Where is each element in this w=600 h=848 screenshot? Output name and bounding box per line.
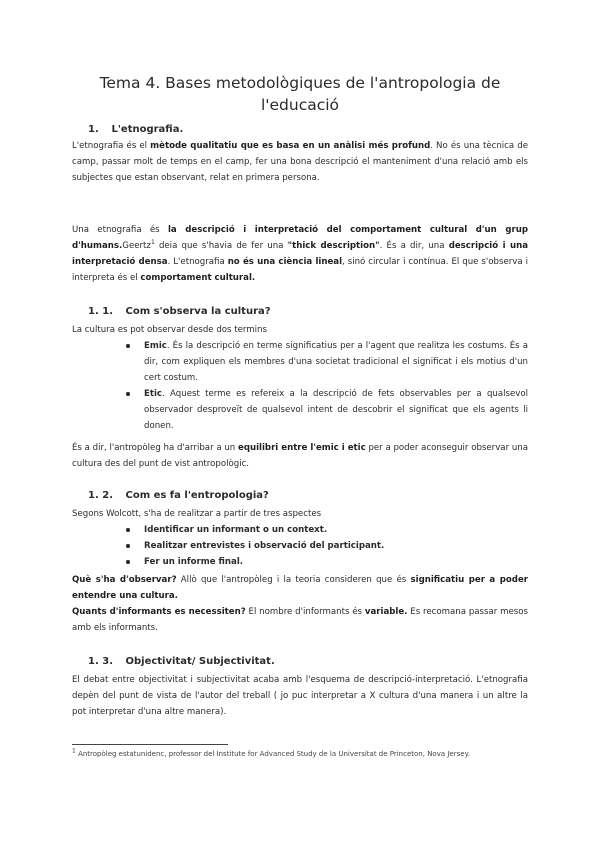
list-item: Fer un informe final. [144, 554, 528, 570]
bullet-list-emic-etic [144, 338, 528, 434]
footnote-divider [72, 744, 228, 745]
paragraph-intro-cultura: La cultura es pot observar desde dos termins [72, 325, 267, 335]
bullet-icon [126, 544, 130, 548]
page-title: Tema 4. Bases metodològiques de l'antropologia de l'educació [99, 74, 501, 114]
paragraph-intro-wolcott: Segons Wolcott, s'ha de realitzar a partir de tres aspectes [72, 509, 322, 519]
bullet-icon [126, 528, 130, 532]
paragraph-que-observar: Què s'ha d'observar? Allò que l'antropòleg i la teoria consideren que és significatiu per a poder entendre una cultura. [72, 575, 529, 601]
section-title: L'etnografia. [111, 124, 184, 135]
footnote-ref: 1 [150, 239, 155, 247]
section-heading-1 [88, 124, 183, 135]
paragraph-etnografia: L'etnografia és el mètode qualitatiu que es basa en un anàlisi més profund. No és una tècnica de camp, passar molt de temps en el camp, fer una bona descripció el manteniment d'una relació amb els subjectes que estan observant, relat en primera persona. [72, 141, 528, 183]
paragraph-definicio: Una etnografia és la descripció i interpretació del comportament cultural d'un grup d'humans.Geertz$^1$ deia que s'havia de fer una "thick description". És a dir, una descripció i una interpretació densa. L'etnografia no és una ciència lineal, sinó circular i contínua. El que s'observa i interpreta és el comportament cultural. [72, 225, 529, 283]
paragraph-equilibri: És a dir, l'antropòleg ha d'arribar a un equilibri entre l'emic i etic per a poder aconseguir observar una cultura des del punt de vist antropològic. [72, 443, 528, 469]
section-title: Objectivitat/ Subjectivitat. [125, 656, 275, 667]
section-number: 1. 2. [88, 490, 113, 501]
list-item: Realitzar entrevistes i observació del participant. [144, 538, 528, 554]
section-number: 1. [88, 124, 99, 135]
bullet-list-aspectes [144, 522, 528, 570]
bullet-icon [126, 392, 130, 396]
footnote: $^1$ Antropòleg estatunidenc, professor del Institute for Advanced Study de la Universitat de Princeton, Nova Jersey. [72, 747, 470, 758]
section-heading-1-3 [88, 656, 275, 667]
list-item: Emic. És la descripció en terme significatius per a l'agent que realitza les costums. És a dir, com expliquen els membres d'una societat tradicional el significat i els motius d'un cert costum. [144, 338, 528, 386]
section-heading-1-2 [88, 490, 269, 501]
section-heading-1-1 [88, 306, 271, 317]
footnote-mark: 1 [72, 747, 76, 755]
bullet-icon [126, 344, 130, 348]
paragraph-objectivitat: El debat entre objectivitat i subjectivitat acaba amb l'esquema de descripció-interpretació. L'etnografia depèn del punt de vista de l'autor del treball ( jo puc interpretar a X cultura d'una manera i un altre la pot interpretar d'una altre manera). [72, 675, 528, 717]
section-number: 1. 1. [88, 306, 113, 317]
section-title: Com s'observa la cultura? [125, 306, 271, 317]
section-title: Com es fa l'entropologia? [125, 490, 269, 501]
bullet-icon [126, 560, 130, 564]
section-number: 1. 3. [88, 656, 113, 667]
list-item: Identificar un informant o un context. [144, 522, 528, 538]
list-item: Etic. Aquest terme es refereix a la descripció de fets observables per a qualsevol observador desproveït de qualsevol intent de descobrir el significat que els agents li donen. [144, 386, 528, 434]
paragraph-quants-informants: Quants d'informants es necessiten? El nombre d'informants és variable. Es recomana passar mesos amb els informants. [72, 607, 529, 633]
